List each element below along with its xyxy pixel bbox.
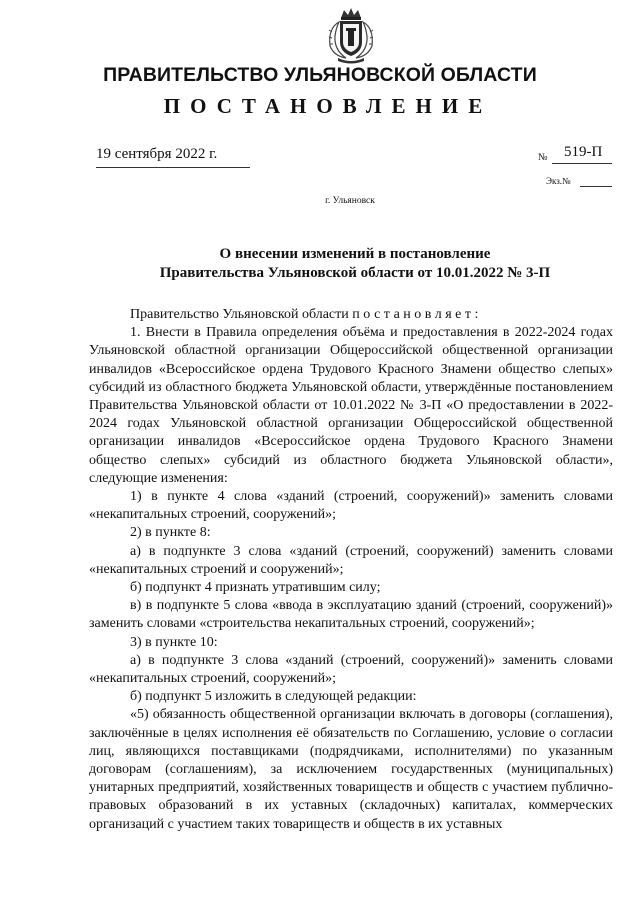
document-title-line-2: Правительства Ульяновской области от 10.01.2022 № 3-П [159,265,551,281]
city-name: г. Ульяновск [325,196,375,206]
copy-number-label: Экз.№ [546,176,571,186]
document-number: 519-П [564,144,603,160]
intro-suffix: : [474,307,479,322]
date-underline [96,167,250,168]
paragraph-item-2a: а) в подпункте 3 слова «зданий (строений, сооружений) заменить словами «некапитальных строений и сооружений»; [89,543,613,577]
paragraph-item-3b-text: «5) обязанность общественной организации включать в договоры (соглашения), заключённые в целях исполнения её обязательств по Соглашению, условие о согласии лиц, являющихся поставщиками (подрядчиками, исполнителями) по указанным договорам (соглашениям), за исключением государственных (муниципальных) унитарных предприятий, хозяйственных товариществ и обществ с участием публично-правовых образований в их уставных (складочных) капиталах, коммерческих организаций с участием таких товариществ и обществ в их уставных [89,707,613,832]
number-label: № [538,152,548,163]
intro-prefix: Правительство Ульяновской области [130,307,353,322]
paragraph-item-3a: а) в подпункте 3 слова «зданий (строений, сооружений)» заменить словами «некапитальных строений, сооружений»; [89,652,613,687]
document-title-line-1: О внесении изменений в постановление [219,246,491,262]
copy-number-underline [580,186,612,187]
coat-of-arms-icon [324,6,378,66]
paragraph-item-2b: б) подпункт 4 признать утратившим силу; [130,580,381,596]
paragraph-item-2: 2) в пункте 8: [130,525,211,541]
paragraph-item-3: 3) в пункте 10: [130,634,218,650]
document-type: ПОСТАНОВЛЕНИЕ [163,94,493,118]
document-body [89,306,613,834]
paragraph-item-1: 1) в пункте 4 слова «зданий (строений, сооружений)» заменить словами «некапитальных строений, сооружений»; [89,489,613,523]
intro-paragraph [89,306,613,324]
paragraph-1: 1. Внести в Правила определения объёма и предоставления в 2022-2024 годах Ульяновской областной организации Общероссийской общественной организации инвалидов «Всероссийское ордена Трудового Красного Знамени общество слепых» субсидий из областного бюджета Ульяновской области, утверждённые постановлением Правительства Ульяновской области от 10.01.2022 № 3-П «О предоставлении в 2022-2024 годах Ульяновской областной организации Общероссийской общественной организации инвалидов «Всероссийское ордена Трудового Красного Знамени общество слепых» субсидий из областного бюджета Ульяновской области», следующие изменения: [89,325,613,486]
government-name: ПРАВИТЕЛЬСТВО УЛЬЯНОВСКОЙ ОБЛАСТИ [103,64,537,86]
document-title [90,245,610,283]
paragraph-item-3b: б) подпункт 5 изложить в следующей редакции: [130,689,417,705]
paragraph-item-2c: в) в подпункте 5 слова «ввода в эксплуатацию зданий (строений, сооружений)» заменить словами «строительства некапитальных строений, сооружений»; [89,598,613,632]
number-underline [552,163,612,164]
intro-verb: постановляет [352,307,475,322]
document-date: 19 сентября 2022 г. [96,146,218,162]
